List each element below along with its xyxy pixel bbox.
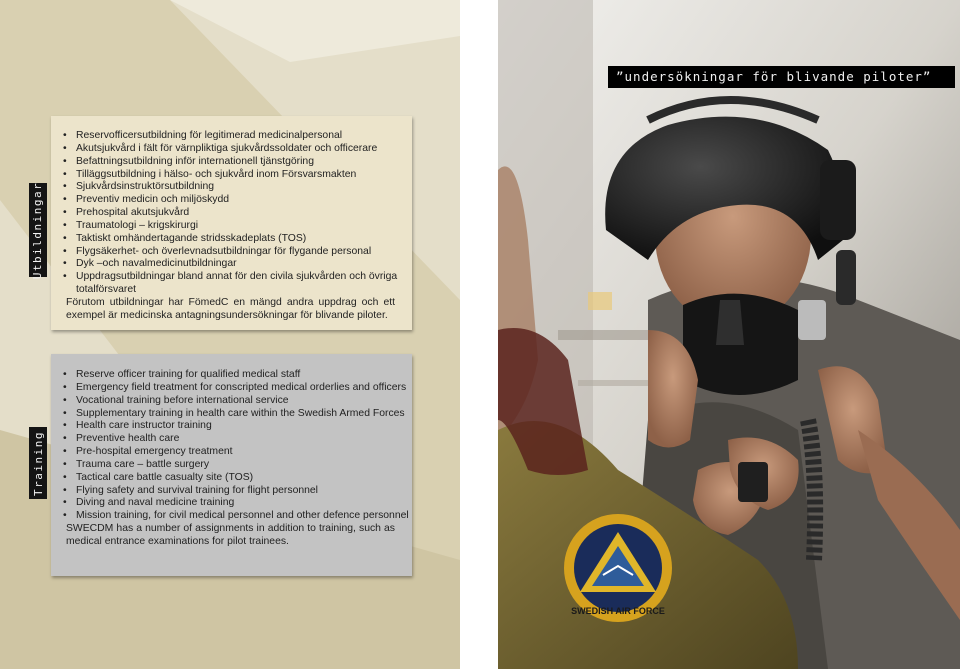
list-item: • Dyk –och navalmedicinutbildningar xyxy=(51,258,412,271)
list-item: • Sjukvårdsinstruktörsutbildning xyxy=(51,181,412,194)
pilot-photo xyxy=(498,0,960,669)
list-item: • Prehospital akutsjukvård xyxy=(51,207,412,220)
list-item: • Taktiskt omhändertagande stridsskadeplats (TOS) xyxy=(51,233,412,246)
list-item: • Befattningsutbildning inför internationell tjänstgöring xyxy=(51,156,412,169)
list-item: • Reservofficersutbildning för legitimerad medicinalpersonal xyxy=(51,130,412,143)
list-item: • Mission training, for civil medical personnel and other defence personnel xyxy=(51,510,412,523)
english-paragraph: SWECDM has a number of assignments in addition to training, such as medical entrance examinations for pilot trainees. xyxy=(66,523,395,547)
list-item: • Preventive health care xyxy=(51,433,412,446)
list-item: • Tilläggsutbildning i hälso- och sjukvård inom Försvarsmakten xyxy=(51,169,412,182)
english-training-box xyxy=(51,354,412,576)
list-item: • Pre-hospital emergency treatment xyxy=(51,446,412,459)
list-item: • Preventiv medicin och miljöskydd xyxy=(51,194,412,207)
utbildningar-label: Utbildningar xyxy=(29,183,47,277)
list-item: • Diving and naval medicine training xyxy=(51,497,412,510)
list-item: • Supplementary training in health care within the Swedish Armed Forces xyxy=(51,408,412,421)
training-label: Training xyxy=(29,427,47,499)
list-item: • Trauma care – battle surgery xyxy=(51,459,412,472)
pilot-illustration xyxy=(498,0,960,669)
list-item: • Reserve officer training for qualified medical staff xyxy=(51,369,412,382)
swedish-training-list xyxy=(51,130,412,297)
english-training-list xyxy=(51,369,412,523)
list-item: • Tactical care battle casualty site (TOS) xyxy=(51,472,412,485)
left-page xyxy=(0,0,460,669)
list-item: • Health care instructor training xyxy=(51,420,412,433)
swedish-training-box xyxy=(51,116,412,330)
list-item: • Emergency field treatment for conscripted medical orderlies and officers xyxy=(51,382,412,395)
list-item: • Flygsäkerhet- och överlevnadsutbildningar för flygande personal xyxy=(51,246,412,259)
list-item: • Uppdragsutbildningar bland annat för den civila sjukvården och övriga totalförsvaret xyxy=(51,271,412,297)
helmet-strap xyxy=(820,160,856,240)
air-force-patch xyxy=(564,514,672,622)
patch-text: SWEDISH AIR FORCE xyxy=(571,606,665,616)
swedish-paragraph: Förutom utbildningar har FömedC en mängd andra uppdrag och ett exempel är medicinska antagningsundersökningar för blivande piloter. xyxy=(66,296,395,321)
quote-banner: ”undersökningar för blivande piloter” xyxy=(608,66,955,88)
list-item: • Flying safety and survival training for flight personnel xyxy=(51,485,412,498)
list-item: • Vocational training before international service xyxy=(51,395,412,408)
list-item: • Akutsjukvård i fält för värnpliktiga sjukvårdssoldater och officerare xyxy=(51,143,412,156)
list-item: • Traumatologi – krigskirurgi xyxy=(51,220,412,233)
